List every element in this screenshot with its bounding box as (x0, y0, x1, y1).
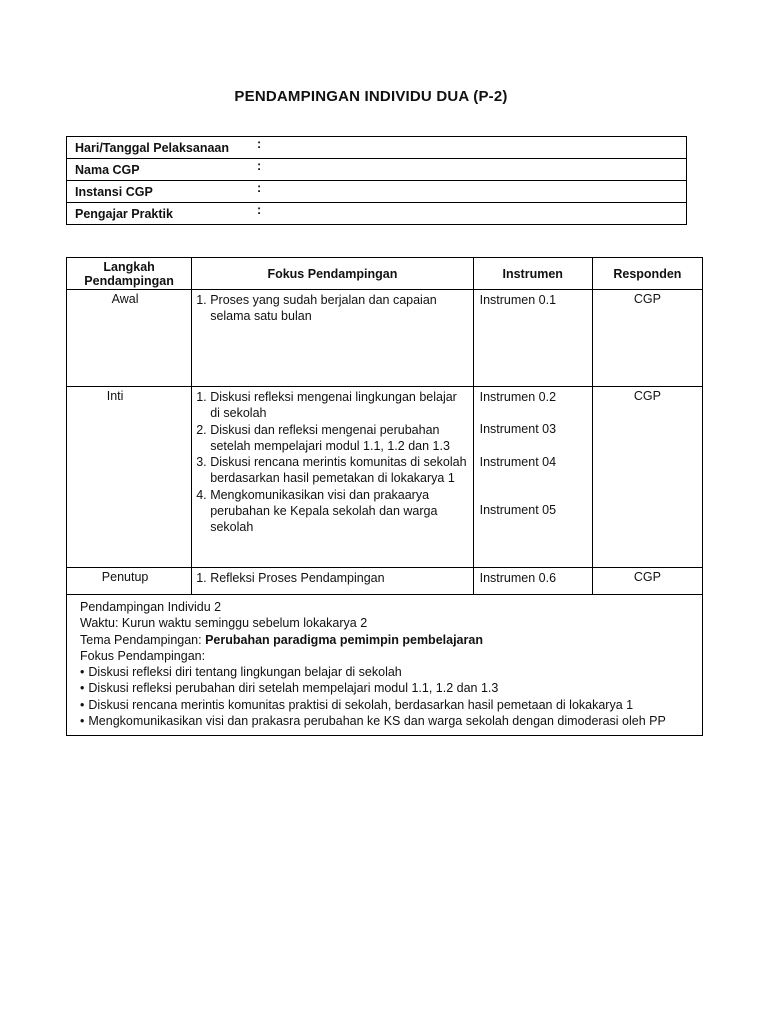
summary-row (67, 595, 703, 736)
info-label: Instansi CGP (75, 185, 153, 199)
info-colon: : (257, 203, 262, 217)
list-number: 1. (196, 390, 207, 404)
list-number: 2. (196, 422, 207, 437)
header-focus: Fokus Pendampingan (192, 258, 473, 290)
info-table (66, 136, 687, 225)
respondent-cell: CGP (592, 568, 702, 595)
table-row (67, 387, 703, 568)
instrument-item: Instrument 04 (479, 454, 557, 469)
summary-bullet: • Diskusi refleksi diri tentang lingkungan belajar di sekolah (80, 664, 702, 680)
list-text: Diskusi dan refleksi mengenai perubahan setelah mempelajari modul 1.1, 1.2 dan 1.3 (210, 422, 450, 453)
list-item (196, 292, 468, 325)
list-item (196, 487, 468, 536)
list-text: Diskusi refleksi mengenai lingkungan belajar di sekolah (210, 390, 457, 421)
summary-bullet: • Diskusi refleksi perubahan diri setelah mempelajari modul 1.1, 1.2 dan 1.3 (80, 680, 702, 696)
table-row (67, 568, 703, 595)
info-row-name (67, 159, 686, 181)
list-item (196, 454, 468, 487)
list-number: 4. (196, 487, 207, 502)
instrument-cell (473, 568, 592, 595)
list-item (196, 389, 468, 422)
info-colon: : (257, 181, 262, 195)
info-label: Nama CGP (75, 163, 140, 177)
header-instrument: Instrumen (473, 258, 592, 290)
list-number: 1. (196, 571, 207, 585)
list-item (196, 422, 468, 455)
info-label: Hari/Tanggal Pelaksanaan (75, 141, 229, 155)
instrument-cell (473, 387, 592, 568)
instrument-item: Instrumen 0.1 (479, 293, 557, 307)
instrument-item: Instrumen 0.6 (479, 571, 557, 585)
focus-cell (192, 290, 473, 387)
focus-cell (192, 387, 473, 568)
theme-value: Perubahan paradigma pemimpin pembelajaran (205, 632, 483, 647)
info-colon: : (257, 137, 262, 151)
summary-theme (80, 632, 702, 648)
summary-bullet: • Mengkomunikasikan visi dan prakasra perubahan ke KS dan warga sekolah dengan dimoderasi oleh PP (80, 713, 702, 729)
info-row-date (67, 137, 686, 159)
activity-table (66, 257, 703, 736)
document-title: PENDAMPINGAN INDIVIDU DUA (P-2) (234, 88, 508, 105)
info-row-instructor (67, 203, 686, 224)
list-number: 1. (196, 293, 207, 307)
table-header-row (67, 258, 703, 290)
step-cell: Awal (67, 290, 192, 387)
list-number: 3. (196, 455, 207, 470)
info-row-institution (67, 181, 686, 203)
list-text: Proses yang sudah berjalan dan capaian selama satu bulan (210, 293, 437, 324)
info-label: Pengajar Praktik (75, 207, 173, 221)
table-row (67, 290, 703, 387)
list-item (196, 570, 468, 586)
instrument-cell (473, 290, 592, 387)
focus-cell (192, 568, 473, 595)
summary-bullet: • Diskusi rencana merintis komunitas praktisi di sekolah, berdasarkan hasil pemetaan di lokakarya 1 (80, 697, 702, 713)
instrument-item: Instrument 05 (479, 502, 557, 517)
respondent-cell: CGP (592, 387, 702, 568)
summary-title: Pendampingan Individu 2 (80, 600, 222, 614)
theme-label: Tema Pendampingan: (80, 632, 206, 647)
summary-focus-label: Fokus Pendampingan: (80, 648, 206, 663)
step-cell: Inti (67, 387, 192, 568)
list-text: Mengkomunikasikan visi dan prakaarya perubahan ke Kepala sekolah dan warga sekolah (210, 487, 438, 535)
list-text: Refleksi Proses Pendampingan (210, 571, 385, 585)
summary-time: Waktu: Kurun waktu seminggu sebelum lokakarya 2 (80, 616, 368, 631)
list-text: Diskusi rencana merintis komunitas di sekolah berdasarkan hasil pemetakan di lokakarya 1 (210, 455, 467, 486)
header-step: Langkah Pendampingan (67, 258, 192, 290)
instrument-item: Instrument 03 (479, 422, 557, 437)
header-respondent: Responden (592, 258, 702, 290)
respondent-cell: CGP (592, 290, 702, 387)
instrument-item: Instrumen 0.2 (479, 390, 557, 404)
step-cell: Penutup (67, 568, 192, 595)
summary-cell (67, 595, 703, 736)
info-colon: : (257, 159, 262, 173)
